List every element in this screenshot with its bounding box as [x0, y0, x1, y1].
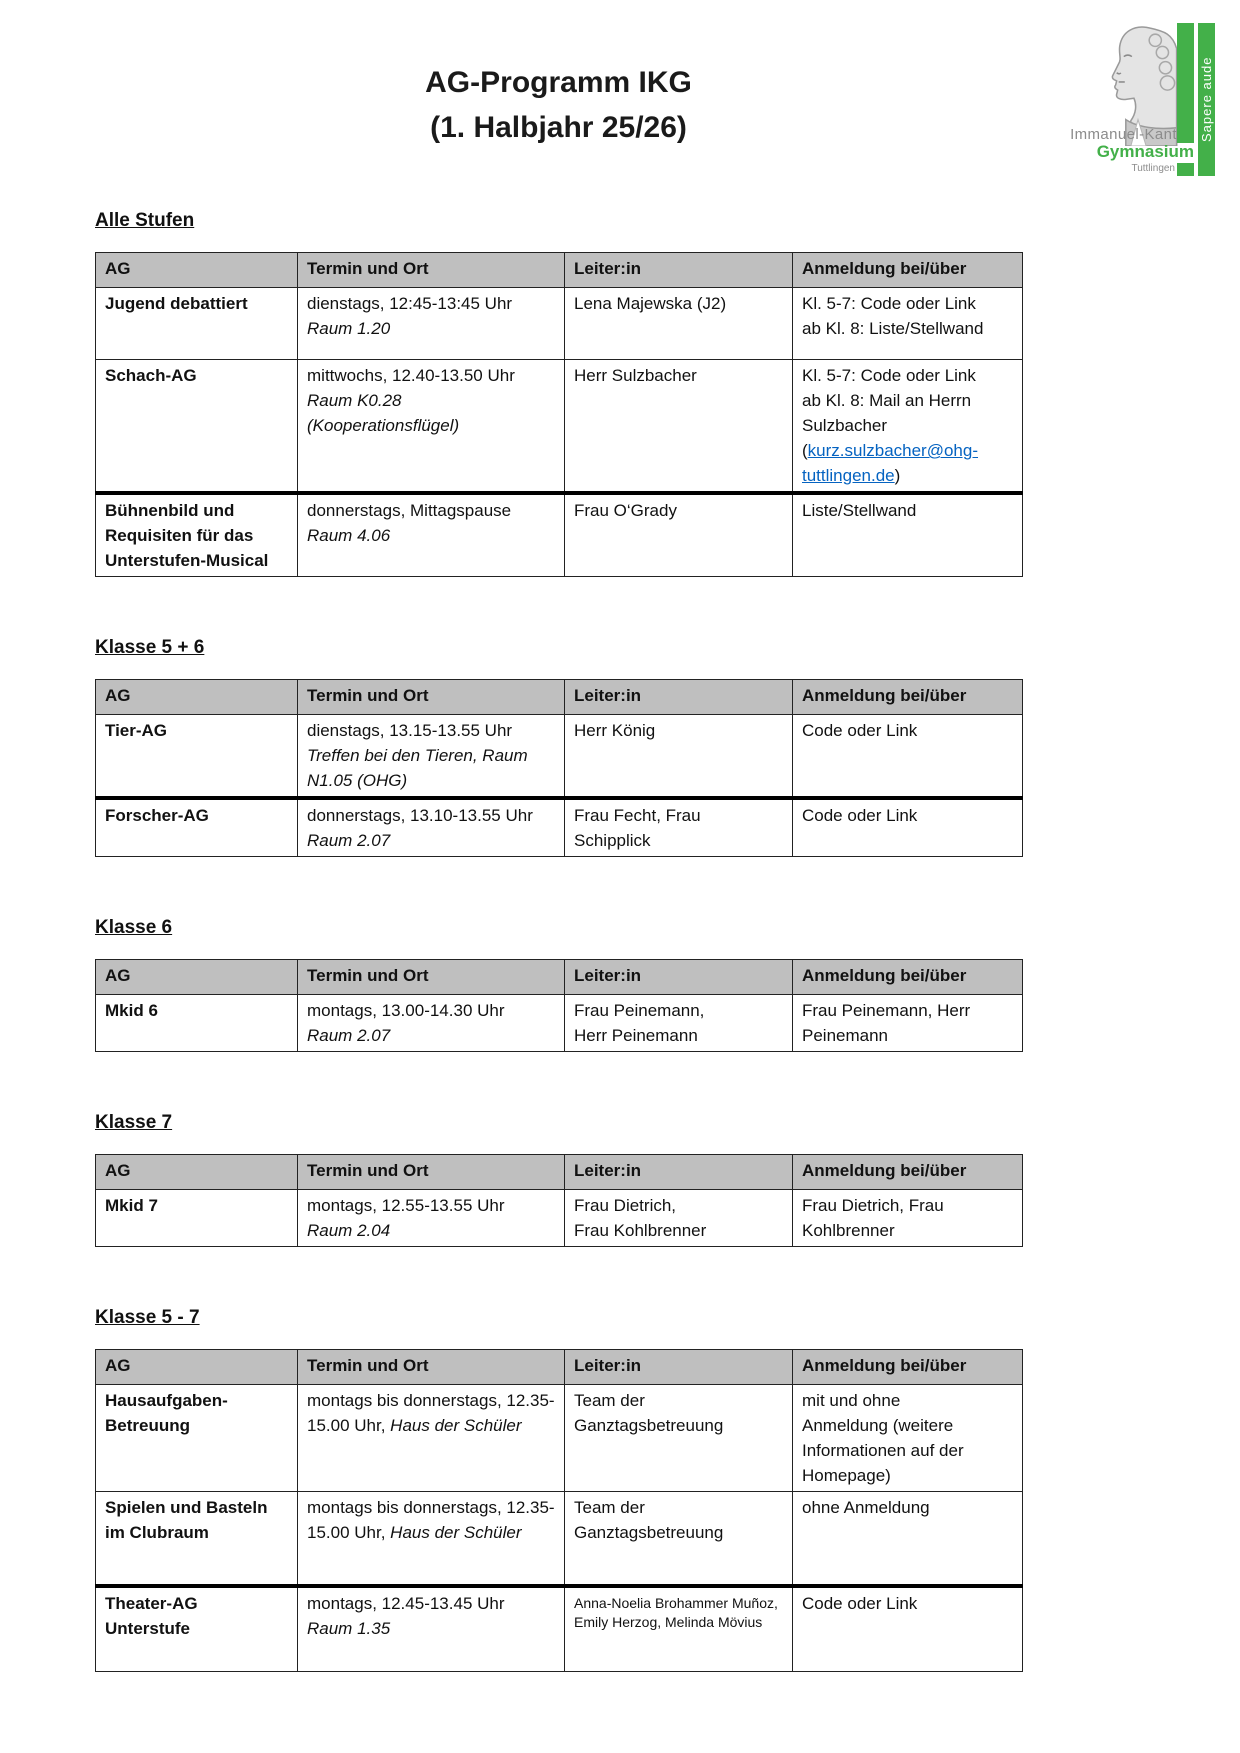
ag-name: Mkid 7 [96, 1190, 298, 1247]
leiter-cell: Herr Sulzbacher [565, 360, 793, 494]
table-row [96, 493, 1023, 577]
col-header-termin: Termin und Ort [298, 960, 565, 995]
ag-name [96, 1586, 298, 1672]
ag-name: Hausaufgaben-Betreuung [96, 1385, 298, 1492]
leiter-cell: Lena Majewska (J2) [565, 288, 793, 360]
leiter-cell [565, 1586, 793, 1672]
table-row [96, 360, 1023, 494]
termin-time: donnerstags, 13.10-13.55 Uhr [307, 806, 533, 825]
school-name-line1: Immanuel-Kant [1070, 126, 1177, 143]
table-alle-stufen [95, 252, 1023, 577]
green-bar-left [1177, 23, 1194, 143]
col-header-termin: Termin und Ort [298, 253, 565, 288]
leiter-names: Anna-Noelia Brohammer Muñoz, Emily Herzog, Melinda Mövius [574, 1594, 778, 1630]
termin-time: dienstags, 13.15-13.55 Uhr [307, 721, 513, 740]
termin-cell [298, 798, 565, 857]
motto-vertical-text: Sapere aude [1199, 56, 1214, 143]
col-header-anmeldung: Anmeldung bei/über [793, 1350, 1023, 1385]
leiter-name-line: Herr Peinemann [574, 1026, 698, 1045]
col-header-ag: AG [96, 1155, 298, 1190]
termin-time [307, 1388, 555, 1438]
col-header-anmeldung: Anmeldung bei/über [793, 960, 1023, 995]
termin-cell [298, 1385, 565, 1492]
anmeldung-cell: Code oder Link [793, 1586, 1023, 1672]
col-header-ag: AG [96, 680, 298, 715]
anmeldung-cell: Frau Peinemann, Herr Peinemann [793, 995, 1023, 1052]
anmeldung-line: Kl. 5-7: Code oder Link [802, 366, 976, 385]
termin-time: montags, 12.45-13.45 Uhr [307, 1593, 505, 1613]
anmeldung-cell: Code oder Link [793, 715, 1023, 799]
anmeldung-cell [793, 360, 1023, 494]
school-name-line2: Gymnasium [1096, 142, 1194, 161]
col-header-ag: AG [96, 960, 298, 995]
school-logo [1070, 20, 1215, 185]
anmeldung-link-line [802, 438, 1013, 488]
termin-room: Raum 2.04 [307, 1221, 391, 1240]
col-header-anmeldung: Anmeldung bei/über [793, 1155, 1023, 1190]
table-klasse-5-6 [95, 679, 1023, 857]
title-line-1: AG-Programm IKG [425, 66, 692, 99]
table-row [96, 1492, 1023, 1586]
ag-name-line: Theater-AG [105, 1593, 198, 1613]
termin-cell [298, 493, 565, 577]
leiter-names: Team der Ganztagsbetreuung [574, 1498, 724, 1542]
section-heading-alle-stufen: Alle Stufen [95, 210, 195, 231]
termin-days: montags bis donnerstags, 12.35-15.00 Uhr, [307, 1498, 555, 1542]
ag-name: Forscher-AG [96, 798, 298, 857]
termin-cell [298, 995, 565, 1052]
title-line-2: (1. Halbjahr 25/26) [430, 111, 687, 144]
termin-room: Raum 2.07 [307, 831, 391, 850]
col-header-ag: AG [96, 253, 298, 288]
col-header-termin: Termin und Ort [298, 1350, 565, 1385]
table-row [96, 1190, 1023, 1247]
table-header-row [96, 960, 1023, 995]
col-header-leiter: Leiter:in [565, 1350, 793, 1385]
termin-cell [298, 1586, 565, 1672]
col-header-anmeldung: Anmeldung bei/über [793, 253, 1023, 288]
termin-time: montags, 12.55-13.55 Uhr [307, 1196, 505, 1215]
ag-name-line: im Clubraum [105, 1523, 209, 1542]
termin-time: dienstags, 12:45-13:45 Uhr [307, 294, 513, 313]
section-heading-klasse-7: Klasse 7 [95, 1112, 173, 1133]
termin-room: Raum 1.20 [307, 319, 391, 338]
ag-name-line: Unterstufe [105, 1618, 191, 1638]
col-header-ag: AG [96, 1350, 298, 1385]
anmeldung-cell: ohne Anmeldung [793, 1492, 1023, 1586]
email-link[interactable]: kurz.sulzbacher@ohg-tuttlingen.de [802, 441, 979, 485]
col-header-leiter: Leiter:in [565, 960, 793, 995]
leiter-cell: Frau O‘Grady [565, 493, 793, 577]
termin-room-note: (Kooperationsflügel) [307, 416, 460, 435]
table-header-row [96, 253, 1023, 288]
document-title [95, 0, 1022, 150]
section-heading-klasse-5-6: Klasse 5 + 6 [95, 637, 205, 658]
leiter-cell [565, 1492, 793, 1586]
table-klasse-5-7 [95, 1349, 1023, 1672]
leiter-cell [565, 1190, 793, 1247]
termin-location: Haus der Schüler [390, 1416, 522, 1435]
table-klasse-7 [95, 1154, 1023, 1247]
anmeldung-cell [793, 288, 1023, 360]
termin-room: Raum 2.07 [307, 1026, 391, 1045]
termin-cell [298, 1190, 565, 1247]
col-header-leiter: Leiter:in [565, 253, 793, 288]
termin-cell [298, 715, 565, 799]
green-bar-motto [1198, 23, 1215, 176]
termin-time: donnerstags, Mittagspause [307, 501, 512, 520]
table-klasse-6 [95, 959, 1023, 1052]
ag-name: Bühnenbild und Requisiten für das Unterstufen-Musical [96, 493, 298, 577]
termin-cell [298, 360, 565, 494]
anmeldung-cell [793, 1385, 1023, 1492]
table-header-row [96, 1350, 1023, 1385]
table-row [96, 715, 1023, 799]
anmeldung-text: mit und ohne Anmeldung (weitere Informationen auf der Homepage) [802, 1391, 964, 1485]
section-heading-klasse-5-7: Klasse 5 - 7 [95, 1307, 200, 1328]
table-row [96, 1385, 1023, 1492]
ag-name: Tier-AG [96, 715, 298, 799]
table-header-row [96, 680, 1023, 715]
termin-room: Raum 1.35 [307, 1618, 391, 1638]
termin-cell [298, 1492, 565, 1586]
leiter-cell [565, 798, 793, 857]
termin-days: montags bis donnerstags, 12.35-15.00 Uhr, [307, 1391, 555, 1435]
green-bar-left-segment [1177, 163, 1194, 176]
termin-location: Haus der Schüler [390, 1523, 522, 1542]
table-row [96, 798, 1023, 857]
link-paren-open: ( [802, 441, 808, 460]
leiter-name-line: Frau Dietrich, [574, 1196, 677, 1215]
leiter-cell [565, 1385, 793, 1492]
col-header-termin: Termin und Ort [298, 1155, 565, 1190]
leiter-names: Frau Fecht, Frau Schipplick [574, 806, 701, 850]
termin-time [307, 1495, 555, 1545]
leiter-name-line: Frau Peinemann, [574, 1001, 705, 1020]
anmeldung-cell: Frau Dietrich, Frau Kohlbrenner [793, 1190, 1023, 1247]
anmeldung-line: ab Kl. 8: Mail an Herrn Sulzbacher [802, 391, 972, 435]
table-row [96, 1586, 1023, 1672]
termin-room: Raum 4.06 [307, 526, 391, 545]
leiter-cell: Herr König [565, 715, 793, 799]
col-header-anmeldung: Anmeldung bei/über [793, 680, 1023, 715]
ag-name [96, 1492, 298, 1586]
leiter-names: Team der Ganztagsbetreuung [574, 1391, 724, 1435]
anmeldung-cell: Code oder Link [793, 798, 1023, 857]
section-heading-klasse-6: Klasse 6 [95, 917, 173, 938]
termin-cell [298, 288, 565, 360]
anmeldung-cell: Liste/Stellwand [793, 493, 1023, 577]
col-header-leiter: Leiter:in [565, 680, 793, 715]
table-row [96, 288, 1023, 360]
termin-room: Treffen bei den Tieren, Raum N1.05 (OHG) [307, 746, 528, 790]
ag-name: Mkid 6 [96, 995, 298, 1052]
anmeldung-line: ab Kl. 8: Liste/Stellwand [802, 319, 984, 338]
ag-name: Schach-AG [96, 360, 298, 494]
school-city: Tuttlingen [1131, 163, 1175, 174]
ag-name-line: Spielen und Basteln [105, 1498, 268, 1517]
col-header-termin: Termin und Ort [298, 680, 565, 715]
table-header-row [96, 1155, 1023, 1190]
col-header-leiter: Leiter:in [565, 1155, 793, 1190]
anmeldung-line: Kl. 5-7: Code oder Link [802, 294, 976, 313]
leiter-cell [565, 995, 793, 1052]
termin-time: mittwochs, 12.40-13.50 Uhr [307, 366, 515, 385]
ag-name: Jugend debattiert [96, 288, 298, 360]
termin-time: montags, 13.00-14.30 Uhr [307, 1001, 505, 1020]
leiter-name-line: Frau Kohlbrenner [574, 1221, 707, 1240]
termin-room: Raum K0.28 [307, 391, 402, 410]
link-paren-close: ) [894, 466, 901, 485]
table-row [96, 995, 1023, 1052]
